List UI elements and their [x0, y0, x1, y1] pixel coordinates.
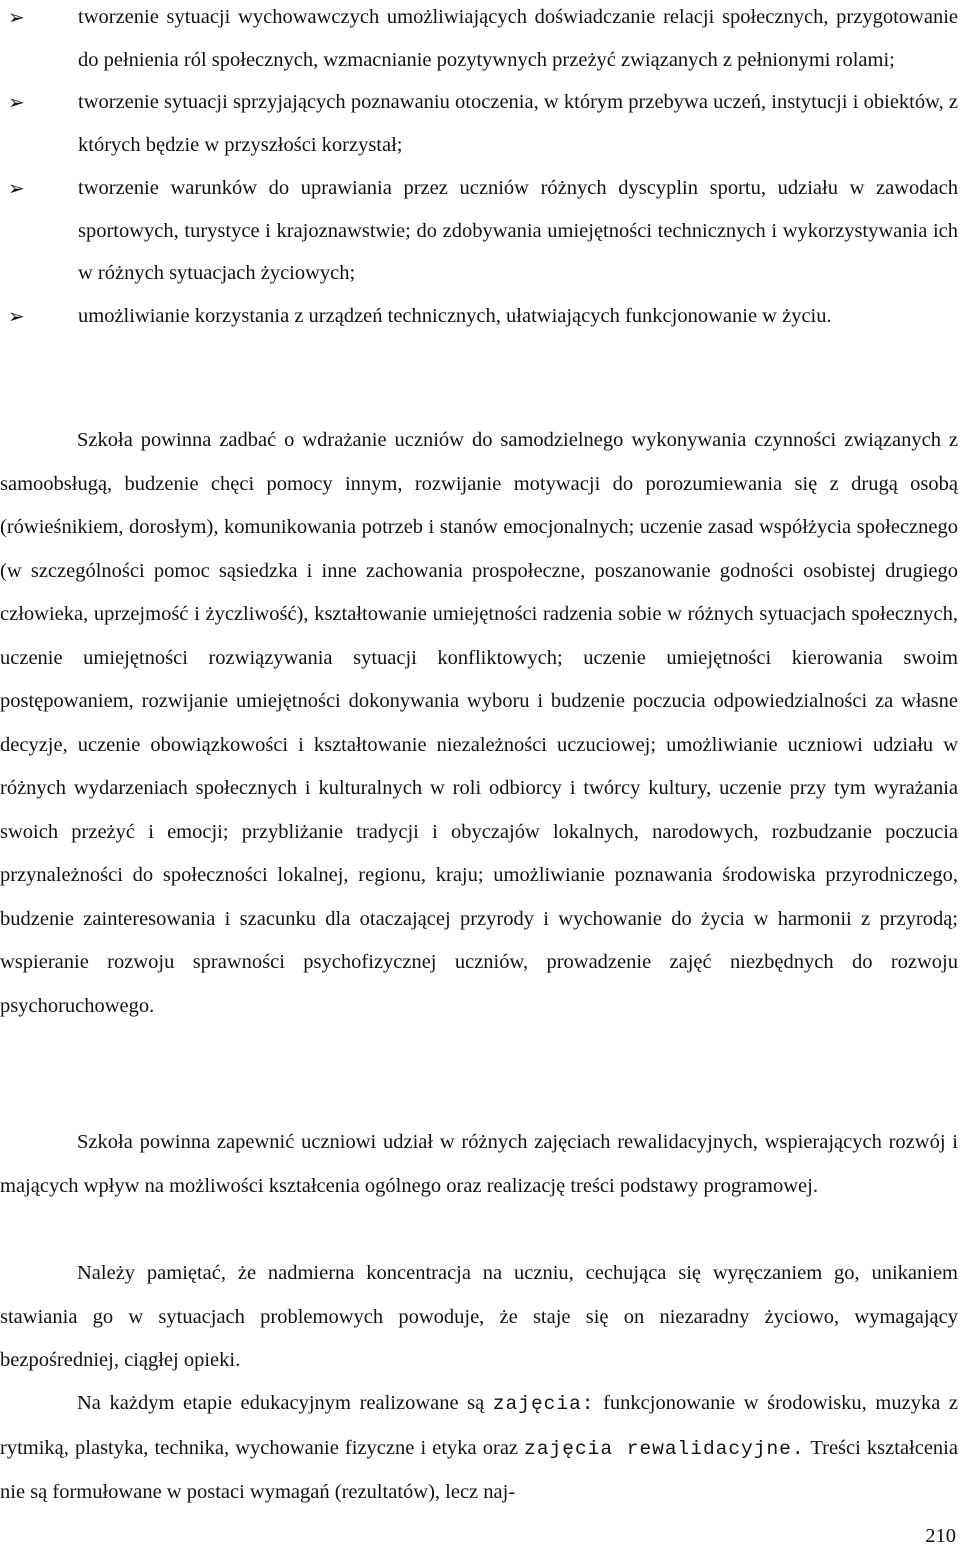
bullet-text: tworzenie warunków do uprawiania przez uczniów różnych dyscyplin sportu, udziału w zawodach sportowych, turystyce i krajoznawstwie; do zdobywania umiejętności technicznych i wykorzystywania ich w różnych sytuacjach życiowych; — [78, 176, 958, 285]
paragraph-text-part: Treści kształcenia nie są formułowane w postaci wymagań (rezultatów), lecz naj- — [0, 1436, 958, 1503]
bullet-text: umożliwianie korzystania z urządzeń technicznych, ułatwiających funkcjonowanie w życiu. — [78, 304, 832, 327]
arrowhead-bullet-icon: ➢ — [8, 303, 25, 328]
paragraph-text: Należy pamiętać, że nadmierna koncentracja na uczniu, cechująca się wyręczaniem go, unikaniem stawiania go w sytuacjach problemowych powoduje, że staje się on niezaradny życiowo, wymagający bezpośredniej, ciągłej opieki. — [0, 1262, 958, 1371]
arrowhead-bullet-icon: ➢ — [8, 90, 25, 115]
paragraph-text: Szkoła powinna zadbać o wdrażanie uczniów do samodzielnego wykonywania czynności związanych z samoobsługą, budzenie chęci pomocy innym, rozwijanie motywacji do porozumiewania się z drugą osobą (rówieśnikiem, dorosłym), komunikowania potrzeb i stanów emocjonalnych; uczenie zasad współżycia społecznego (w szczególności pomoc sąsiedzka i inne zachowania prospołeczne, poszanowanie godności osobistej drugiego człowieka, uprzejmość i życzliwość), kształtowanie umiejętności radzenia sobie w różnych sytuacjach społecznych, uczenie umiejętności rozwiązywania sytuacji konfliktowych; uczenie umiejętności kierowania swoim postępowaniem, rozwijanie umiejętności dokonywania wyboru i budzenie poczucia odpowiedzialności za własne decyzje, uczenie obowiązkowości i kształtowanie niezależności uczuciowej; umożliwianie uczniowi udziału w różnych wydarzeniach społecznych i kulturalnych w roli odbiorcy i twórcy kultury, uczenie przy tym wyrażania swoich przeżyć i emocji; przybliżanie tradycji i obyczajów lokalnych, narodowych, rozbudzanie poczucia przynależności do społeczności lokalnej, regionu, kraju; umożliwianie poznawania środowiska przyrodniczego, budzenie zainteresowania i szacunku dla otaczającej przyrody i wychowanie do życia w harmonii z przyrodą; wspieranie rozwoju sprawności psychofizycznej uczniów, prowadzenie zajęć niezbędnych do rozwoju psychoruchowego. — [0, 429, 958, 1017]
bullet-item — [0, 167, 960, 295]
arrowhead-bullet-icon: ➢ — [8, 5, 25, 29]
spaced-term: zajęcia rewalidacyjne. — [524, 1437, 805, 1460]
paragraph-text — [0, 1382, 958, 1515]
paragraph-classes — [0, 1382, 958, 1515]
bullet-item — [0, 81, 960, 166]
bullet-item — [0, 295, 960, 338]
paragraph-text: Szkoła powinna zapewnić uczniowi udział w różnych zajęciach rewalidacyjnych, wspierających rozwój i mających wpływ na możliwości kształcenia ogólnego oraz realizację treści podstawy programowej. — [0, 1131, 958, 1197]
paragraph-text-part: Na każdym etapie edukacyjnym realizowane są — [77, 1392, 493, 1414]
paragraph-self-care — [0, 419, 958, 1028]
paragraph-overprotection — [0, 1252, 958, 1383]
bullet-item — [0, 0, 960, 81]
arrowhead-bullet-icon: ➢ — [8, 175, 25, 200]
spaced-term: zajęcia: — [492, 1393, 595, 1415]
bullet-list — [0, 0, 960, 338]
bullet-text: tworzenie sytuacji wychowawczych umożliwiających doświadczanie relacji społecznych, przygotowanie do pełnienia ról społecznych, wzmacnianie pozytywnych przeżyć związanych z pełnionymi rolami; — [78, 6, 958, 71]
paragraph-revalidation — [0, 1121, 958, 1208]
page-number: 210 — [925, 1525, 956, 1547]
paragraph-text-part: funkcjonowanie w środowisku, muzyka z rytmiką, plastyka, technika, wychowanie fizyczne i etyka oraz — [0, 1392, 958, 1459]
bullet-text: tworzenie sytuacji sprzyjających poznawaniu otoczenia, w którym przebywa uczeń, instytucji i obiektów, z których będzie w przyszłości korzystał; — [78, 91, 958, 157]
